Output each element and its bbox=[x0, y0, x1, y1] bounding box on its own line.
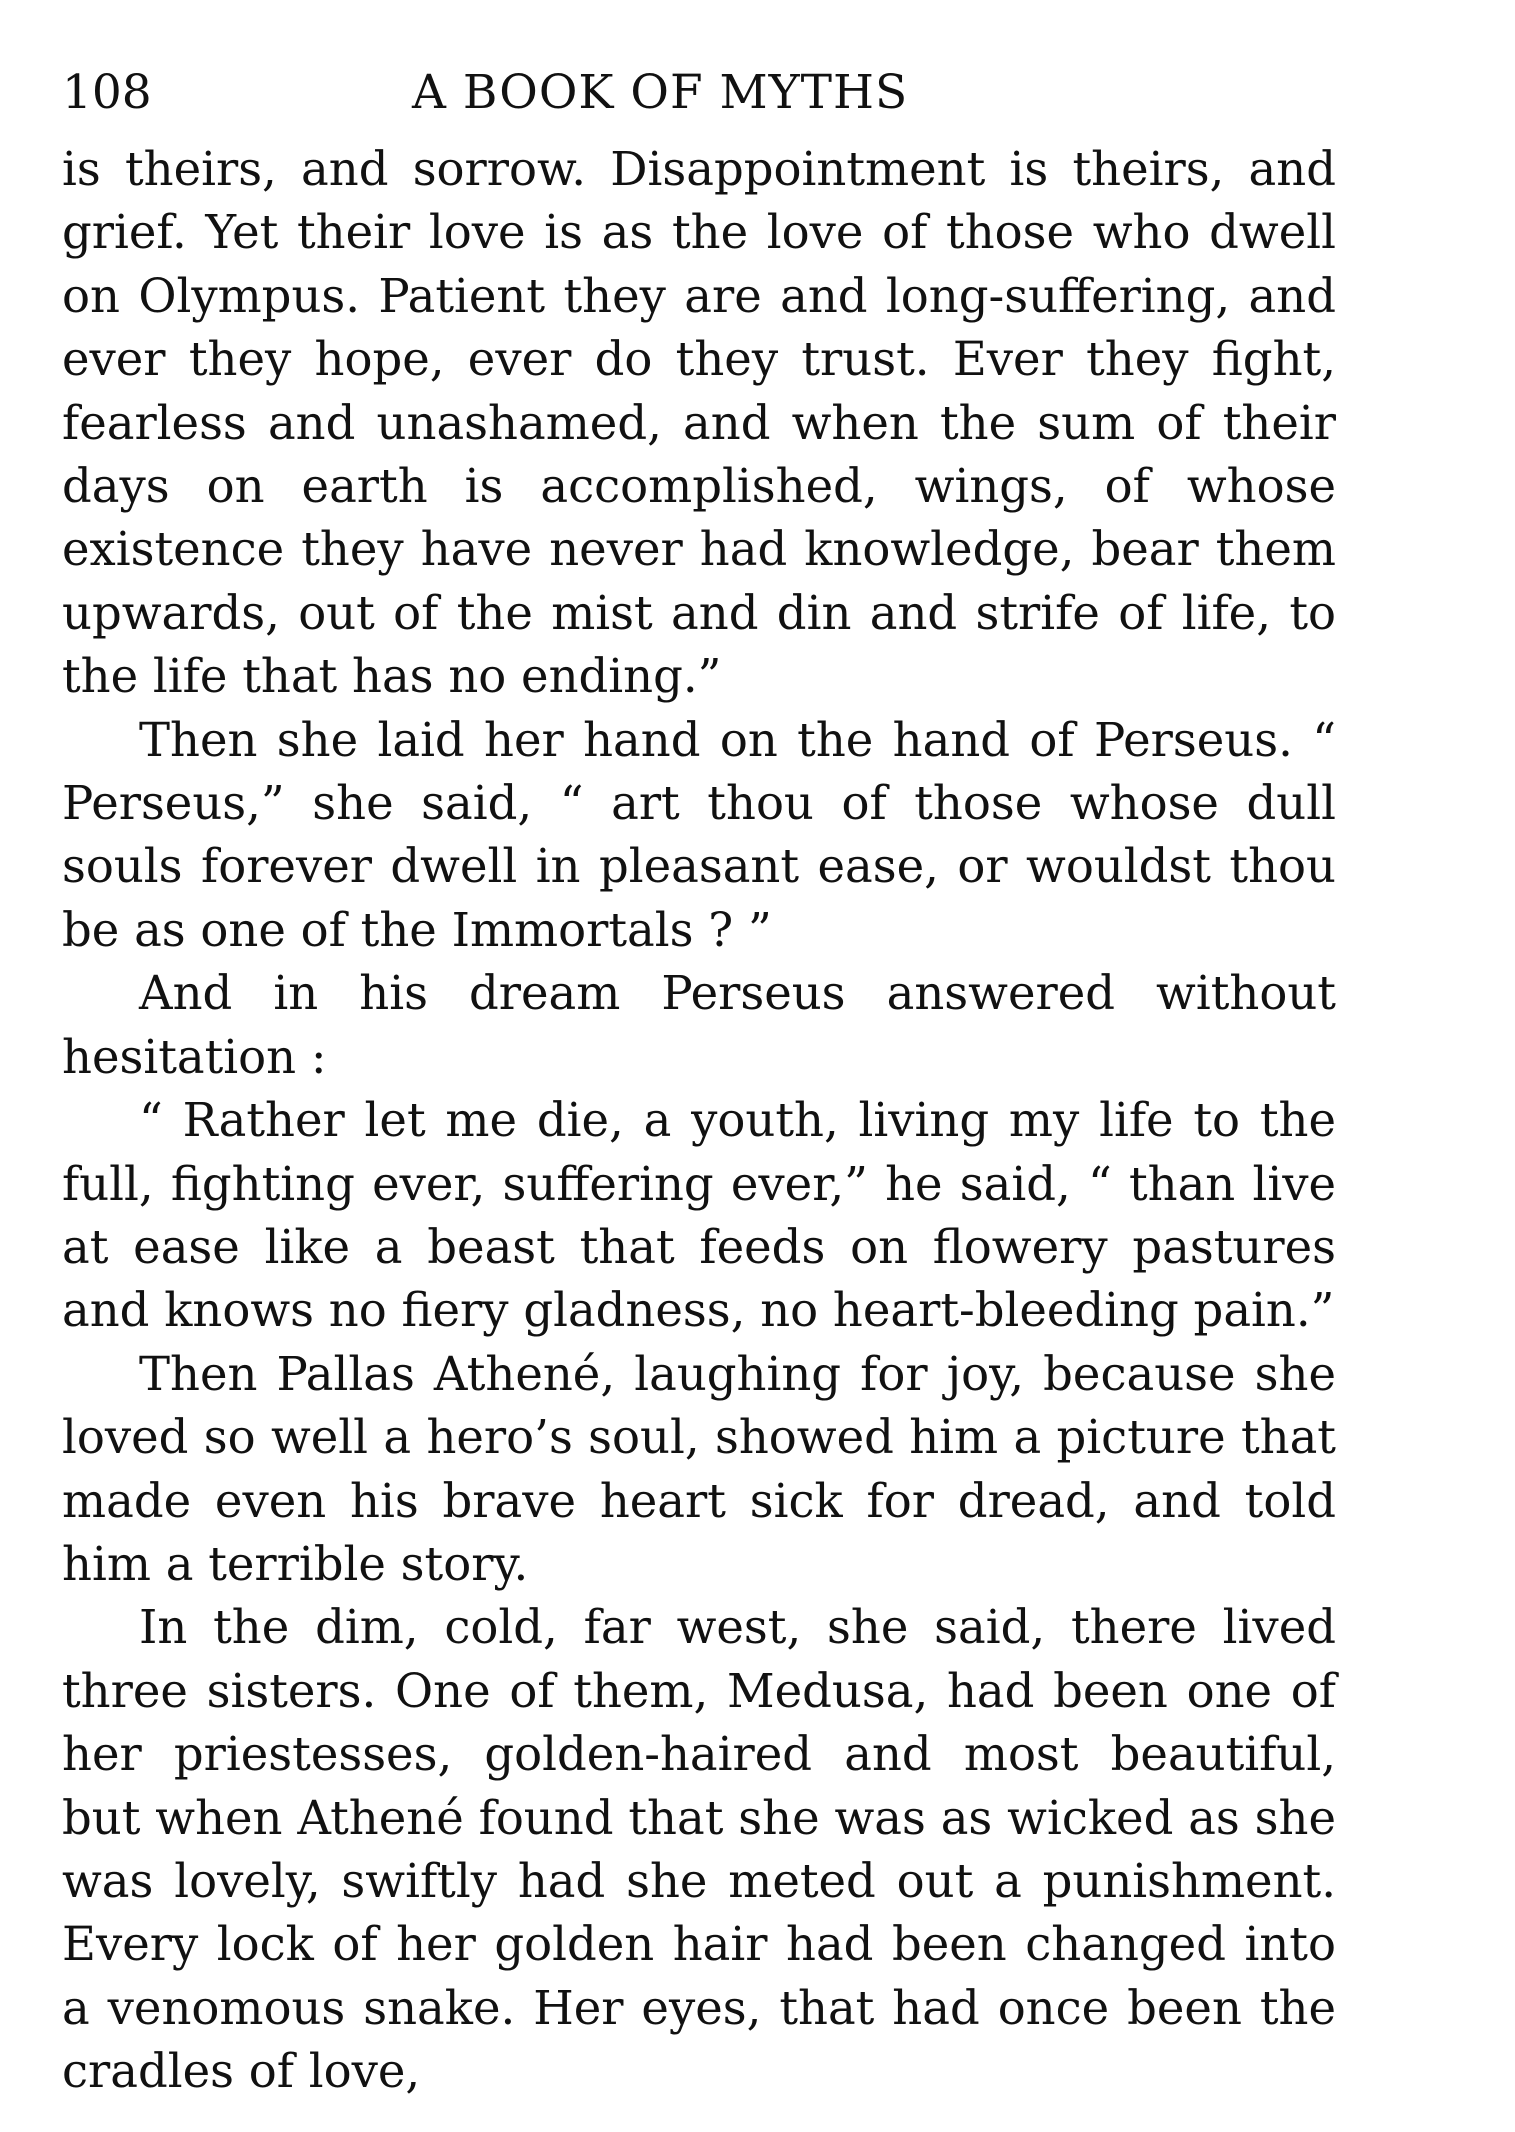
book-title: A BOOK OF MYTHS bbox=[412, 65, 909, 120]
paragraph: “ Rather let me die, a youth, living my life to the full, fighting ever, suffering ever,” he said, “ than live at ease like a beast that feeds on flowery pastures and knows no fiery gladness, no heart-bleeding pain.” bbox=[62, 1093, 1336, 1338]
body-text bbox=[62, 138, 1336, 2104]
paragraph: In the dim, cold, far west, she said, there lived three sisters. One of them, Medusa, had been one of her priestesses, golden-haired and most beautiful, but when Athené found that she was as wicked as she was lovely, swiftly had she meted out a punishment. Every lock of her golden hair had been changed into a venomous snake. Her eyes, that had once been the cradles of love, bbox=[62, 1600, 1336, 2099]
running-head bbox=[62, 48, 1336, 138]
book-page bbox=[62, 48, 1336, 2104]
paragraph: Then Pallas Athené, laughing for joy, because she loved so well a hero’s soul, showed him a picture that made even his brave heart sick for dread, and told him a terrible story. bbox=[62, 1346, 1336, 1591]
page-number: 108 bbox=[62, 65, 152, 120]
paragraph: And in his dream Perseus answered without hesitation : bbox=[62, 966, 1336, 1084]
paragraph: is theirs, and sorrow. Disappointment is theirs, and grief. Yet their love is as the love of those who dwell on Olympus. Patient they are and long-suffering, and ever they hope, ever do they trust. Ever they fight, fearless and unashamed, and when the sum of their days on earth is accomplished, wings, of whose existence they have never had knowledge, bear them upwards, out of the mist and din and strife of life, to the life that has no ending.” bbox=[62, 142, 1336, 704]
paragraph: Then she laid her hand on the hand of Perseus. “ Perseus,” she said, “ art thou of those whose dull souls forever dwell in pleasant ease, or wouldst thou be as one of the Immortals ? ” bbox=[62, 712, 1336, 957]
